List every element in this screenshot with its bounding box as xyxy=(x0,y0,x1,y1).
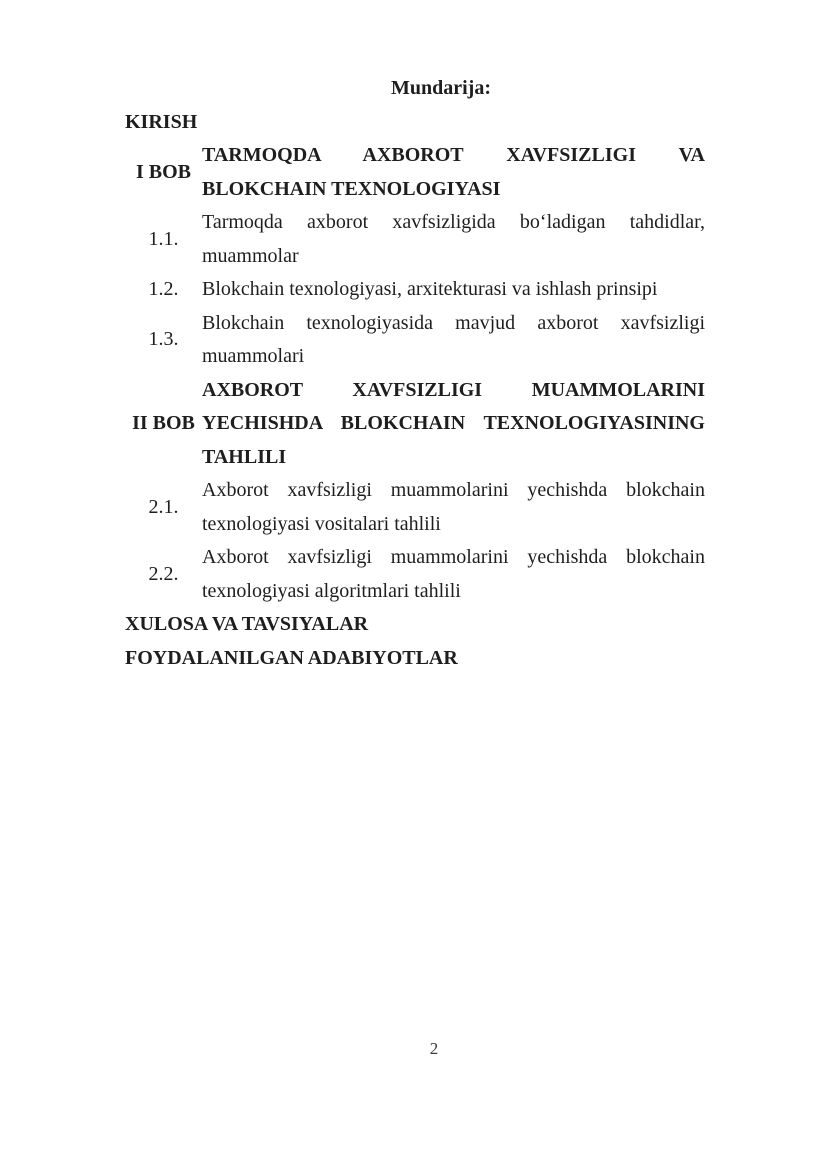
page-title: Mundarija: xyxy=(391,77,491,99)
toc-entry-label: 1.1. xyxy=(148,227,179,250)
toc-entry-title: FOYDALANILGAN ADABIYOTLAR xyxy=(125,646,458,669)
toc-row-1-1 xyxy=(125,206,705,273)
toc-row-chapter-2 xyxy=(125,374,705,475)
toc-row-kirish xyxy=(125,106,705,140)
toc-entry-title: XULOSA VA TAVSIYALAR xyxy=(125,613,369,635)
toc-entry-title: Axborot xavfsizligi muammolarini yechishda blokchain texnologiyasi vositalari tahlili xyxy=(202,479,705,535)
table-of-contents xyxy=(125,106,705,676)
toc-entry-title: TARMOQDA AXBOROT XAVFSIZLIGI VA BLOKCHAIN TEXNOLOGIYASI xyxy=(202,144,705,200)
toc-row-2-2 xyxy=(125,541,705,608)
page-content xyxy=(125,72,705,675)
page-number: 2 xyxy=(429,1039,439,1058)
toc-row-2-1 xyxy=(125,474,705,541)
toc-entry-title: Blokchain texnologiyasi, arxitekturasi va ishlash prinsipi xyxy=(202,278,658,300)
toc-row-chapter-1 xyxy=(125,139,705,206)
toc-row-1-2 xyxy=(125,273,705,307)
toc-entry-title: KIRISH xyxy=(125,110,198,133)
toc-entry-label: II BOB xyxy=(132,412,195,434)
toc-entry-label: 2.1. xyxy=(148,495,179,518)
toc-entry-label: 1.3. xyxy=(148,328,179,351)
toc-entry-title: Tarmoqda axborot xavfsizligida bo‘ladigan tahdidlar, muammolar xyxy=(202,211,705,267)
toc-row-xulosa xyxy=(125,608,705,642)
toc-entry-title: Blokchain texnologiyasida mavjud axborot xavfsizligi muammolari xyxy=(202,311,705,367)
toc-entry-title: AXBOROT XAVFSIZLIGI MUAMMOLARINI YECHISHDA BLOKCHAIN TEXNOLOGIYASINING TAHLILI xyxy=(202,378,705,468)
toc-entry-label: 1.2. xyxy=(148,278,179,300)
toc-entry-label: I BOB xyxy=(135,160,192,183)
toc-entry-label: 2.2. xyxy=(148,562,179,585)
toc-row-1-3 xyxy=(125,307,705,374)
toc-entry-title: Axborot xavfsizligi muammolarini yechishda blokchain texnologiyasi algoritmlari tahlili xyxy=(202,546,705,602)
toc-row-adabiyotlar xyxy=(125,642,705,676)
